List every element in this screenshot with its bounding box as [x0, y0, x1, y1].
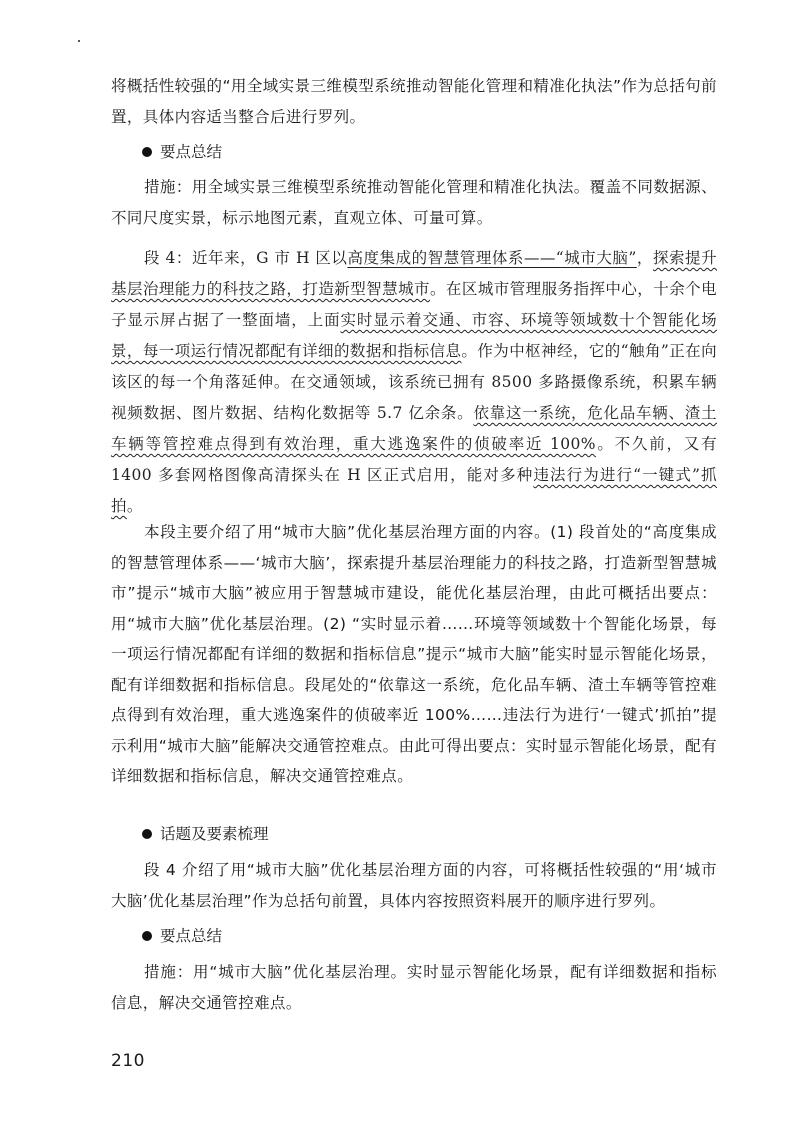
summary-paragraph-1: 措施：用全域实景三维模型系统推动智能化管理和精准化执法。覆盖不同数据源、不同尺度实景，标示地图元素，直观立体、可量可算。	[111, 178, 717, 227]
passage-text: ，	[636, 249, 653, 267]
passage-text: 段 4：近年来，G 市 H 区以	[144, 249, 348, 267]
page-number: 210	[111, 1051, 145, 1071]
passage-text: 。	[126, 497, 143, 515]
intro-paragraph: 将概括性较强的“用全域实景三维模型系统推动智能化管理和精准化执法”作为总括句前置，具体内容适当整合后进行罗列。	[111, 77, 717, 126]
summary-paragraph-2: 措施：用“城市大脑”优化基层治理。实时显示智能化场景，配有详细数据和指标信息，解决交通管控难点。	[111, 963, 717, 1012]
passage-4	[111, 243, 717, 522]
section-heading-label: 要点总结	[160, 143, 223, 161]
bullet-dot-icon	[142, 931, 152, 941]
scan-speck	[78, 40, 80, 42]
section-heading-summary-2	[142, 921, 222, 951]
bullet-dot-icon	[142, 829, 152, 839]
topic-paragraph: 段 4 介绍了用“城市大脑”优化基层治理方面的内容，可将概括性较强的“用‘城市大脑’优化基层治理”作为总括句前置，具体内容按照资料展开的顺序进行罗列。	[111, 861, 717, 910]
passage-text: 。在区城市管理服务指挥中心，十余个电子显示屏占据了一整面墙，上面	[111, 280, 717, 329]
passage-text: 。作为中枢神经，它的“触角”正在向该区的每一个角落延伸。在交通领域，该系统已拥有 8500 多路摄像系统，积累车辆视频数据、图片数据、结构化数据等 5.7 亿余条。	[111, 342, 717, 422]
passage-wavy-underline: 依靠这一系统，危化品车辆、渣土车辆等管控难点得到有效治理，重大逃逸案件的侦破率近 100%	[111, 404, 717, 453]
passage-wavy-underline: 实时显示着交通、市容、环境等领域数十个智能化场景，每一项运行情况都配有详细的数据和指标信息	[111, 311, 717, 360]
passage-wavy-underline: 违法行为进行“一键式”抓拍	[111, 466, 717, 515]
section-heading-label: 要点总结	[160, 927, 223, 945]
passage-wavy-underline: 探索提升基层治理能力的科技之路，打造新型智慧城市	[111, 249, 717, 298]
analysis-paragraph: 本段主要介绍了用“城市大脑”优化基层治理方面的内容。(1) 段首处的“高度集成的智慧管理体系——‘城市大脑’，探索提升基层治理能力的科技之路，打造新型智慧城市”提示“城市大脑”被应用于智慧城市建设，能优化基层治理，由此可概括出要点：用“城市大脑”优化基层治理。(2) “实时显示着……环境等领域数十个智能化场景，每一项运行情况都配有详细的数据和指标信息”提示“城市大脑”能实时显示智能化场景，配有详细数据和指标信息。段尾处的“依靠这一系统，危化品车辆、渣土车辆等管控难点得到有效治理，重大逃逸案件的侦破率近 100%……违法行为进行‘一键式’抓拍”提示利用“城市大脑”能解决交通管控难点。由此可得出要点：实时显示智能化场景，配有详细数据和指标信息，解决交通管控难点。	[111, 523, 717, 785]
section-heading-topic	[142, 819, 269, 849]
passage-underline: 高度集成的智慧管理体系——“城市大脑”	[347, 249, 637, 267]
bullet-dot-icon	[142, 147, 152, 157]
section-heading-summary-1	[142, 137, 222, 167]
section-heading-label: 话题及要素梳理	[160, 825, 269, 843]
passage-text: 。不久前，又有 1400 多套网格图像高清探头在 H 区正式启用，能对多种	[111, 435, 717, 484]
